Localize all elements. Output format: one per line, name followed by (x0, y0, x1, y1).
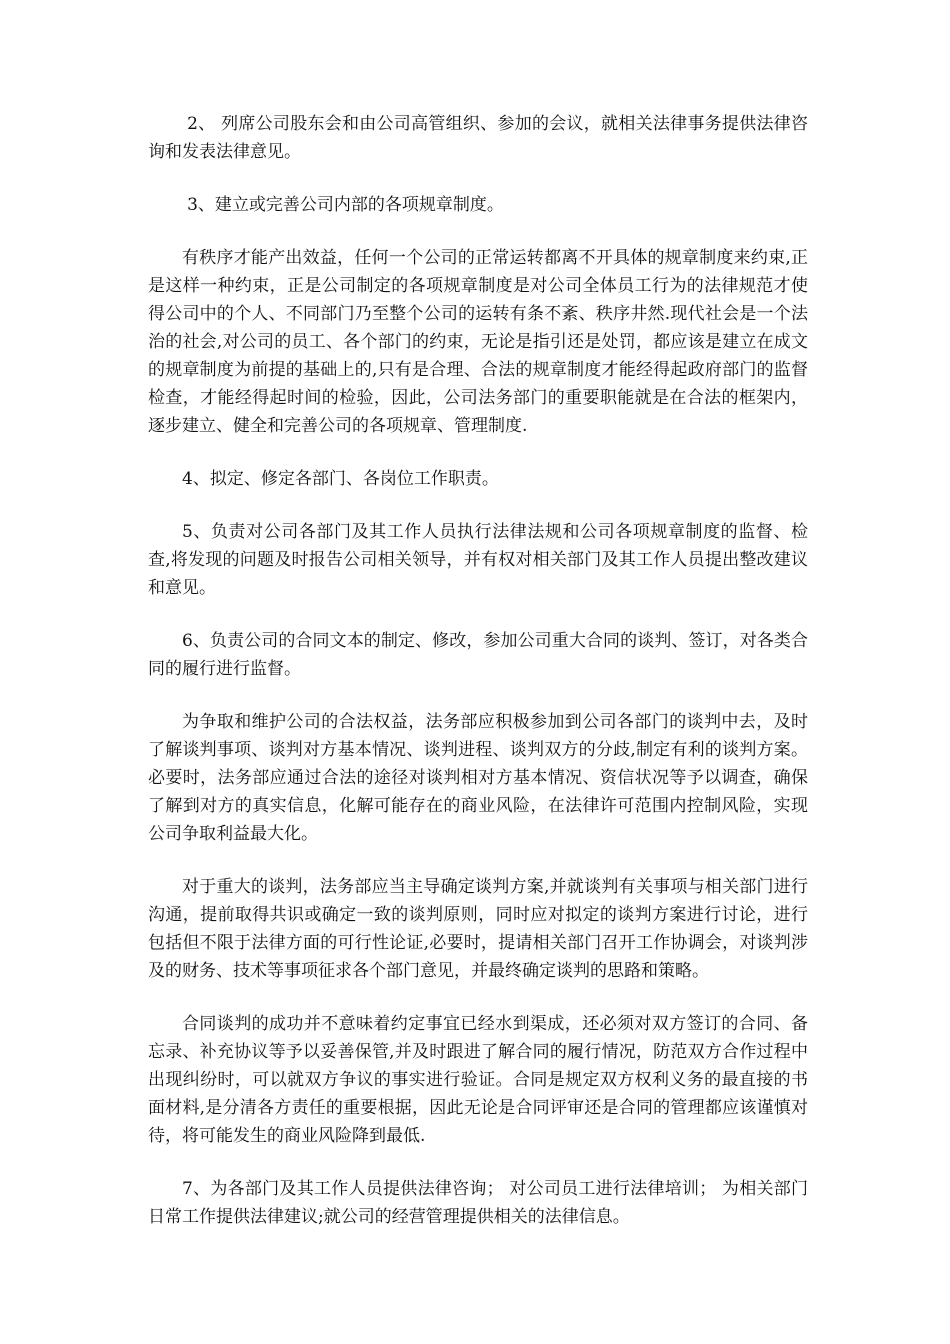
paragraph-item-6: 6、负责公司的合同文本的制定、修改，参加公司重大合同的谈判、签订，对各类合同的履行进行监督。 (148, 631, 808, 679)
paragraph-item-4: 4、拟定、修定各部门、各岗位工作职责。 (182, 469, 499, 489)
paragraph-major-negotiation: 对于重大的谈判，法务部应当主导确定谈判方案,并就谈判有关事项与相关部门进行沟通，提前取得共识或确定一致的谈判原则，同时应对拟定的谈判方案进行讨论，进行包括但不限于法律方面的可行性论证,必要时，提请相关部门召开工作协调会，对谈判涉及的财务、技术等事项征求各个部门意见，并最终确定谈判的思路和策略。 (148, 877, 808, 981)
paragraph-contract-management: 合同谈判的成功并不意味着约定事宜已经水到渠成，还必须对双方签订的合同、备忘录、补充协议等予以妥善保管,并及时跟进了解合同的履行情况，防范双方合作过程中出现纠纷时，可以就双方争议的事实进行验证。合同是规定双方权利义务的最直接的书面材料,是分清各方责任的重要根据，因此无论是合同评审还是合同的管理都应该谨慎对待，将可能发生的商业风险降到最低. (148, 1014, 808, 1146)
paragraph-item-5: 5、负责对公司各部门及其工作人员执行法律法规和公司各项规章制度的监督、检查,将发现的问题及时报告公司相关领导，并有权对相关部门及其工作人员提出整改建议和意见。 (148, 522, 808, 598)
document-body (148, 110, 808, 1256)
paragraph-item-3: 3、建立或完善公司内部的各项规章制度。 (187, 195, 504, 215)
paragraph-rules-explanation: 有秩序才能产出效益，任何一个公司的正常运转都离不开具体的规章制度来约束,正是这样一种约束，正是公司制定的各项规章制度是对公司全体员工行为的法律规范才使得公司中的个人、不同部门乃至整个公司的运转有条不紊、秩序井然.现代社会是一个法治的社会,对公司的员工、各个部门的约束，无论是指引还是处罚，都应该是建立在成文的规章制度为前提的基础上的,只有是合理、合法的规章制度才能经得起政府部门的监督检查，才能经得起时间的检验，因此，公司法务部门的重要职能就是在合法的框架内，逐步建立、健全和完善公司的各项规章、管理制度. (148, 248, 808, 436)
paragraph-item-2: 2、 列席公司股东会和由公司高管组织、参加的会议，就相关法律事务提供法律咨询和发表法律意见。 (148, 114, 808, 162)
paragraph-negotiation-participation: 为争取和维护公司的合法权益，法务部应积极参加到公司各部门的谈判中去，及时了解谈判事项、谈判对方基本情况、谈判进程、谈判双方的分歧,制定有利的谈判方案。必要时，法务部应通过合法的途径对谈判相对方基本情况、资信状况等予以调查，确保了解到对方的真实信息，化解可能存在的商业风险，在法律许可范围内控制风险，实现公司争取利益最大化。 (148, 712, 808, 844)
paragraph-item-7: 7、为各部门及其工作人员提供法律咨询； 对公司员工进行法律培训； 为相关部门日常工作提供法律建议;就公司的经营管理提供相关的法律信息。 (148, 1179, 808, 1227)
